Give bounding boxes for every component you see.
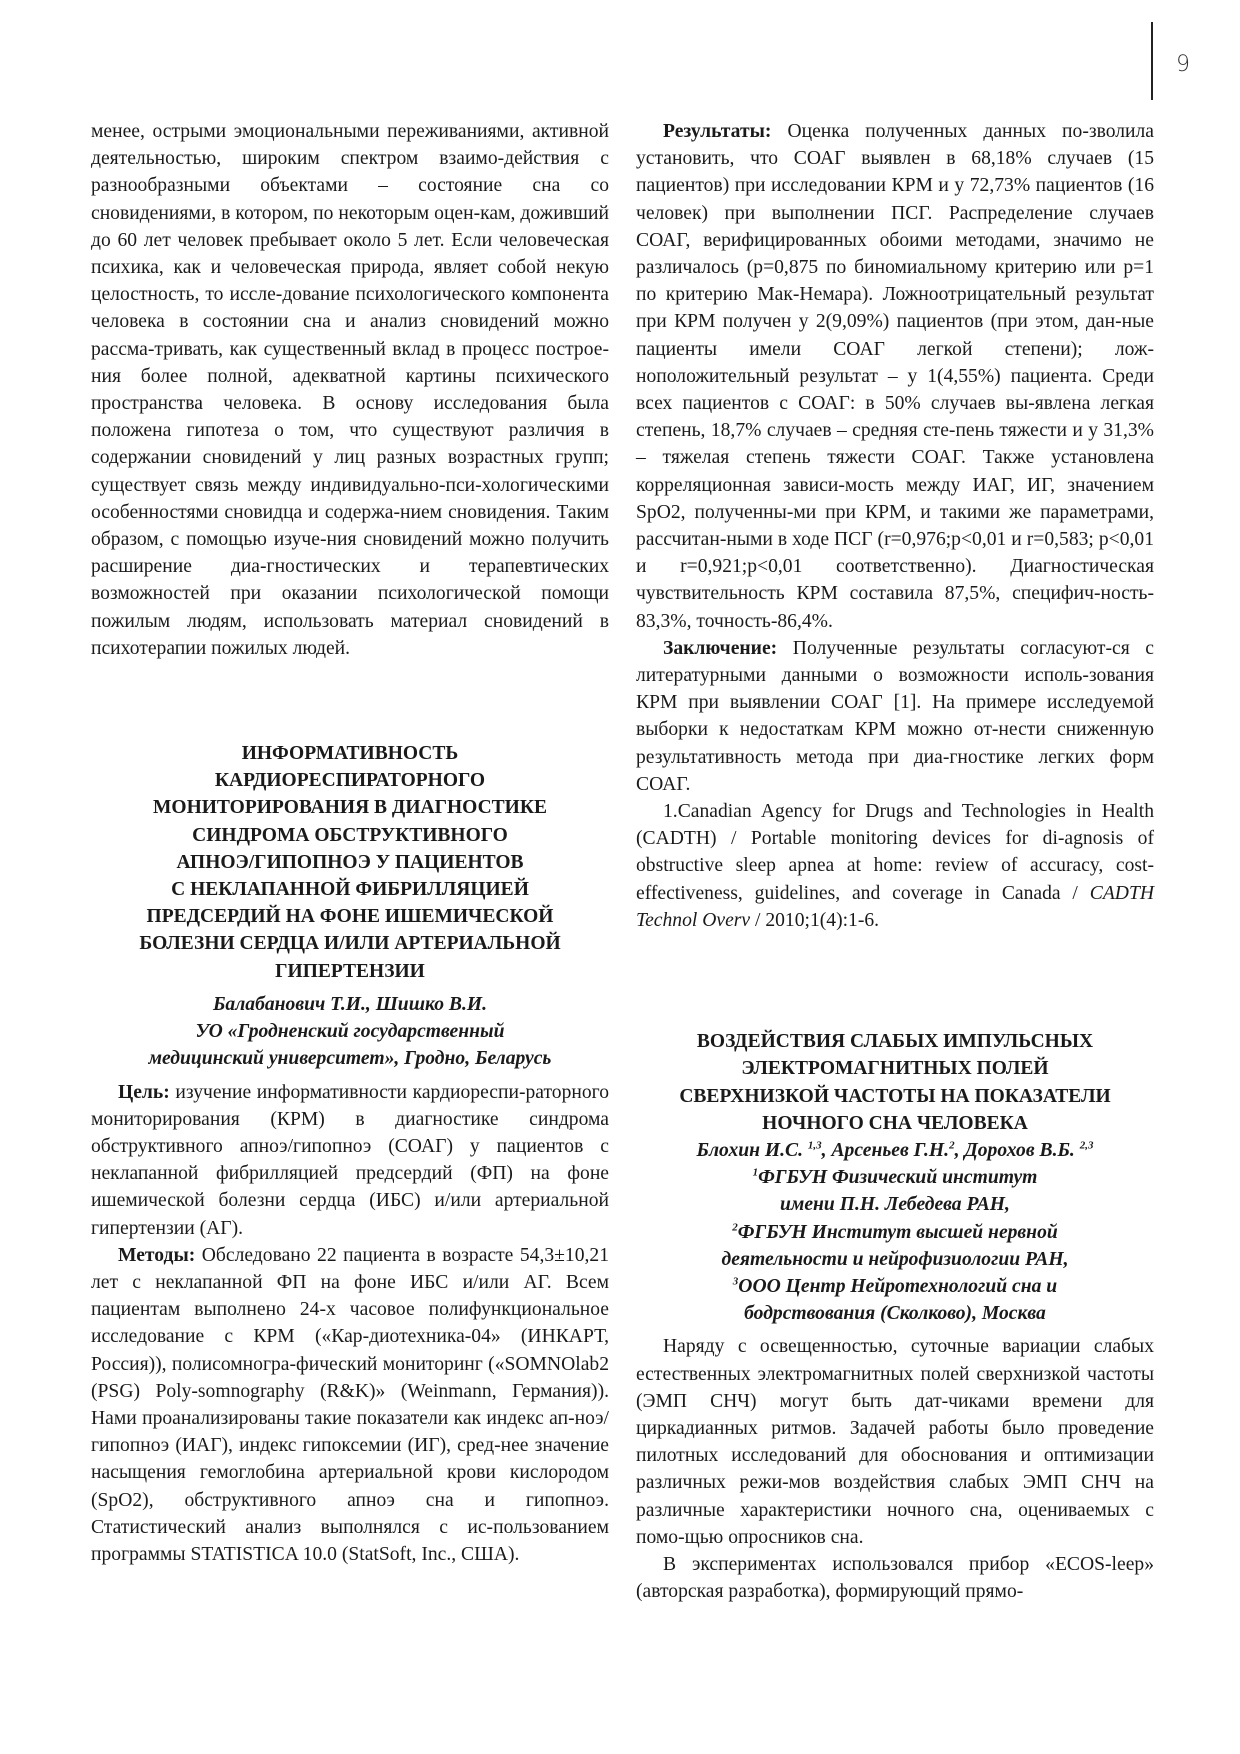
- article-authors: Блохин И.С. $^{1,3}$, Арсеньев Г.Н.$^2$, Дорохов В.Б. $^{2,3}$: [696, 1139, 1094, 1161]
- article-title-line: СИНДРОМА ОБСТРУКТИВНОГО: [192, 824, 508, 846]
- results-paragraph: [636, 118, 1154, 635]
- results-text: Оценка полученных данных по-зволила установить, что СОАГ выявлен в 68,18% случаев (15 пациентов) при исследовании КРМ и у 72,73% пациентов (16 человек) при выполнении ПСГ. Распределение случаев СОАГ, верифицированных обоими методами, значимо не различалось (p=0,875 по биномиальному критерию или p=1 по критерию Мак-Немара). Ложноотрицательный результат при КРМ получен у 2(9,09%) пациентов (при этом, дан-ные пациенты имели СОАГ легкой степени); лож-ноположительный результат – у 1(4,55%) пациента. Среди всех пациентов с СОАГ: в 50% случаев вы-явлена легкая степень, 18,7% случаев – средняя сте-пень тяжести и у 31,3% – тяжелая степень тяжести СОАГ. Также установлена корреляционная зависи-мость между ИАГ, ИГ, значением SpO2, полученны-ми при КРМ, и такими же параметрами, рассчитан-ными в ходе ПСГ (r=0,976;p<0,01 и r=0,583; p<0,01 и r=0,921;p<0,01 соответственно). Диагностическая чувствительность КРМ составила 87,5%, специфич-ность- 83,3%, точность-86,4%.: [636, 121, 1154, 632]
- article-title-line: МОНИТОРИРОВАНИЯ В ДИАГНОСТИКЕ: [153, 797, 547, 819]
- reference-text: 1.Canadian Agency for Drugs and Technologies in Health (CADTH) / Portable monitoring devices for di-agnosis of obstructive sleep apnea at home: review of accuracy, cost-effectiveness, guidelines, and coverage in Canada /: [636, 801, 1154, 904]
- article-title-line: АПНОЭ/ГИПОПНОЭ У ПАЦИЕНТОВ: [176, 851, 524, 873]
- article-title-line: ВОЗДЕЙСТВИЯ СЛАБЫХ ИМПУЛЬСНЫХ: [696, 1031, 1094, 1053]
- continued-paragraph: менее, острыми эмоциональными переживаниями, активной деятельностью, широким спектром взаимо-действия с разнообразными объектами – состояние сна со сновидениями, в котором, по некоторым оцен-кам, доживший до 60 лет человек пребывает около 5 лет. Если человеческая психика, как и человеческая природа, являет собой некую целостность, то иссле-дование психологического компонента человека в состоянии сна и анализ сновидений можно рассма-тривать, как существенный вклад в процесс построе-ния более полной, адекватной картины психического пространства человека. В основу исследования была положена гипотеза о том, что существуют различия в содержании сновидений у лиц разных возрастных групп; существует связь между индивидуально-пси-хологическими особенностями сновидца и содержа-нием сновидения. Таким образом, с помощью изуче-ния сновидений можно получить расширение диа-гностических и терапевтических возможностей при оказании психологической помощи пожилым людям, использовать материал сновидений в психотерапии пожилых людей.: [91, 121, 609, 659]
- conclusion-text: Полученные результаты согласуют-ся с литературными данными о возможности исполь-зования КРМ при выявлении СОАГ [1]. На примере исследуемой выборки к недостаткам КРМ можно от-нести сниженную результативность метода при диа-гностике легких форм СОАГ.: [636, 637, 1154, 795]
- reference-citation: / 2010;1(4):1-6.: [750, 909, 880, 931]
- article-title-line: НОЧНОГО СНА ЧЕЛОВЕКА: [762, 1112, 1028, 1134]
- aim-paragraph: [91, 1079, 609, 1242]
- methods-label: Методы:: [118, 1244, 196, 1266]
- article-authors: Балабанович Т.И., Шишко В.И.: [212, 993, 487, 1015]
- author-affiliation-mark: 1,3: [807, 1139, 822, 1152]
- body-paragraph: В экспериментах использовался прибор «ECOS-leep» (авторская разработка), формирующий прямо-: [636, 1553, 1154, 1603]
- conclusion-paragraph: [636, 635, 1154, 798]
- affiliation-line: $^3$ООО Центр Нейротехнологий сна и: [732, 1275, 1058, 1297]
- aim-text: изучение информативности кардиореспи-раторного мониторирования (КРМ) в диагностике синдрома обструктивного апноэ/гипопноэ (СОАГ) у пациентов с неклапанной фибрилляцией предсердий (ФП) на фоне ишемической болезни сердца (ИБС) и/или артериальной гипертензии (АГ).: [91, 1081, 609, 1239]
- article-affiliation-line: медицинский университет», Гродно, Беларусь: [148, 1048, 552, 1070]
- article-cardiorespiratory: [91, 740, 609, 1568]
- left-column: [91, 118, 609, 1568]
- reference-journal: CADTH Technol Overv: [636, 882, 1154, 931]
- article-title-line: ИНФОРМАТИВНОСТЬ: [241, 743, 459, 765]
- affiliation-line: деятельности и нейрофизиологии РАН,: [721, 1248, 1069, 1270]
- article-title-line: БОЛЕЗНИ СЕРДЦА И/ИЛИ АРТЕРИАЛЬНОЙ: [139, 933, 561, 955]
- affiliation-line: имени П.Н. Лебедева РАН,: [780, 1194, 1010, 1216]
- affiliation-mark: 1: [752, 1166, 759, 1179]
- article-title-line: СВЕРХНИЗКОЙ ЧАСТОТЫ НА ПОКАЗАТЕЛИ: [679, 1085, 1111, 1107]
- article-title-line: ЭЛЕКТРОМАГНИТНЫХ ПОЛЕЙ: [741, 1058, 1049, 1080]
- methods-paragraph: [91, 1242, 609, 1568]
- affiliation-line: бодрствования (Сколково), Москва: [744, 1303, 1046, 1325]
- page-number: 9: [1176, 52, 1190, 77]
- results-label: Результаты:: [663, 121, 772, 142]
- article-title-line: ГИПЕРТЕНЗИИ: [275, 960, 425, 982]
- affiliation-line: $^1$ФГБУН Физический институт: [752, 1166, 1038, 1189]
- reference-item: [636, 798, 1154, 934]
- body-paragraph: Наряду с освещенностью, суточные вариации слабых естественных электромагнитных полей сверхнизкой частоты (ЭМП СНЧ) могут быть дат-чиками времени для циркадианных ритмов. Задачей работы было проведение пилотных исследований для обоснования и оптимизации различных режи-мов воздействия слабых ЭМП СНЧ на различные характеристики ночного сна, оцениваемых с помо-щью опросников сна.: [636, 1336, 1154, 1548]
- methods-text: Обследовано 22 пациента в возрасте 54,3±10,21 лет с неклапанной ФП на фоне ИБС и/или АГ. Всем пациентам выполнено 24-х часовое полифункциональное исследование с КРМ («Кар-диотехника-04» (ИНКАРТ, Россия)), полисомногра-фический мониторинг («SOMNOlab2 (PSG) Poly-somnography (R&K)» (Weinmann, Германия)). Нами проанализированы такие показатели как индекс ап-ноэ/гипопноэ (ИАГ), индекс гипоксемии (ИГ), сред-нее значение насыщения гемоглобина артериальной крови кислородом (SpO2), обструктивного апноэ сна и гипопноэ. Статистический анализ выполнялся с ис-пользованием программы STATISTICA 10.0 (StatSoft, Inc., США).: [91, 1244, 609, 1565]
- aim-label: Цель:: [118, 1081, 170, 1103]
- affiliation-mark: 3: [732, 1275, 739, 1288]
- author-name: Блохин И.С.: [696, 1139, 808, 1161]
- article-affiliation-line: УО «Гродненский государственный: [195, 1021, 505, 1043]
- affiliation-mark: 2: [732, 1220, 738, 1233]
- article-title-line: С НЕКЛАПАННОЙ ФИБРИЛЛЯЦИЕЙ: [171, 879, 529, 901]
- affiliation-line: $^2$ФГБУН Институт высшей нервной: [732, 1220, 1058, 1243]
- article-title-line: КАРДИОРЕСПИРАТОРНОГО: [214, 770, 486, 792]
- page-header-rule: [1151, 22, 1153, 100]
- author-affiliation-mark: 2,3: [1079, 1139, 1094, 1152]
- article-electromagnetic-fields: [636, 1028, 1154, 1605]
- article-title: [91, 740, 609, 985]
- conclusion-label: Заключение:: [663, 637, 778, 659]
- right-column: [636, 118, 1154, 1605]
- article-title: [636, 1028, 1154, 1137]
- author-affiliation-mark: 2: [949, 1139, 955, 1152]
- author-name: Арсеньев Г.Н.: [831, 1139, 950, 1161]
- article-title-line: ПРЕДСЕРДИЙ НА ФОНЕ ИШЕМИЧЕСКОЙ: [146, 906, 554, 928]
- author-name: Дорохов В.Б.: [964, 1139, 1080, 1161]
